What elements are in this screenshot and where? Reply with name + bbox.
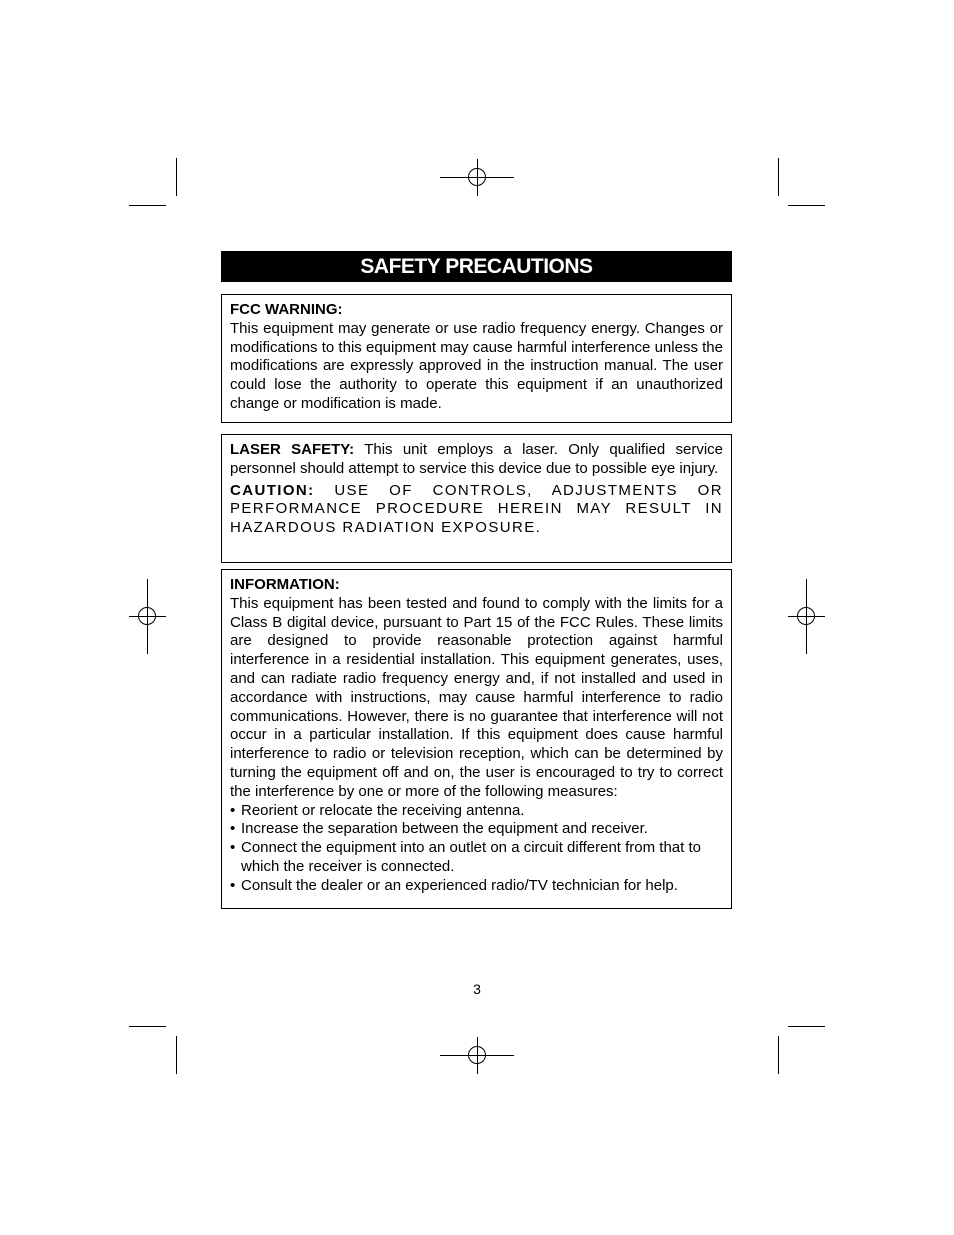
crop-mark-bottom-right-vertical: [778, 1036, 779, 1074]
crop-mark-top-left-vertical: [176, 158, 177, 196]
list-item: [230, 839, 723, 877]
bullet-icon: •: [230, 801, 236, 819]
fcc-warning-box: [221, 294, 732, 423]
information-box: [221, 569, 732, 909]
list-item: [230, 877, 723, 896]
laser-safety-heading: LASER SAFETY:: [230, 441, 355, 458]
fcc-warning-heading: FCC WARNING:: [230, 301, 343, 318]
bullet-icon: •: [230, 876, 236, 894]
crop-mark-bottom-right-horizontal: [788, 1026, 825, 1027]
list-item-text: Reorient or relocate the receiving antenna.: [241, 801, 525, 819]
crop-mark-top-right-vertical: [778, 158, 779, 196]
list-item-text: Consult the dealer or an experienced radio/TV technician for help.: [241, 876, 678, 894]
caution-paragraph: [230, 482, 723, 538]
caution-heading: CAUTION:: [230, 481, 315, 499]
crop-mark-top-left-horizontal: [129, 205, 166, 206]
crop-mark-top-right-horizontal: [788, 205, 825, 206]
information-heading: INFORMATION:: [230, 576, 340, 593]
fcc-warning-text: This equipment may generate or use radio frequency energy. Changes or modifications to this equipment may cause harmful interference unless the modifications are expressly approved in the instruction manual. The user could lose the authority to operate this equipment if an unauthorized change or modification is made.: [230, 319, 723, 412]
bullet-icon: •: [230, 820, 236, 838]
crop-mark-bottom-left-vertical: [176, 1036, 177, 1074]
bullet-icon: •: [230, 839, 236, 857]
information-text: This equipment has been tested and found to comply with the limits for a Class B digital device, pursuant to Part 15 of the FCC Rules. These limits are designed to provide reasonable protection against harmful interference in a residential installation. This equipment generates, uses, and can radiate radio frequency energy and, if not installed and used in accordance with instructions, may cause harmful interference to radio communications. However, there is no guarantee that interference will not occur in a particular installation. If this equipment does cause harmful interference to radio or television reception, which can be determined by turning the equipment off and on, the user is encouraged to try to correct the interference by one or more of the following measures:: [230, 594, 723, 800]
page-number: 3: [473, 981, 481, 997]
measures-list: [230, 802, 723, 896]
page-title: SAFETY PRECAUTIONS: [221, 251, 732, 282]
list-item-text: Increase the separation between the equipment and receiver.: [241, 820, 648, 838]
caution-text: USE OF CONTROLS, ADJUSTMENTS OR PERFORMANCE PROCEDURE HEREIN MAY RESULT IN HAZARDOUS RADIATION EXPOSURE.: [230, 481, 723, 537]
list-item-text: Connect the equipment into an outlet on a circuit different from that to which the receiver is connected.: [241, 839, 701, 875]
laser-safety-text: This unit employs a laser. Only qualified service personnel should attempt to service this device due to possible eye injury.: [230, 441, 724, 477]
laser-safety-paragraph: [230, 441, 723, 479]
list-item: [230, 820, 723, 839]
crop-mark-bottom-left-horizontal: [129, 1026, 166, 1027]
list-item: [230, 802, 723, 821]
laser-safety-box: [221, 434, 732, 563]
